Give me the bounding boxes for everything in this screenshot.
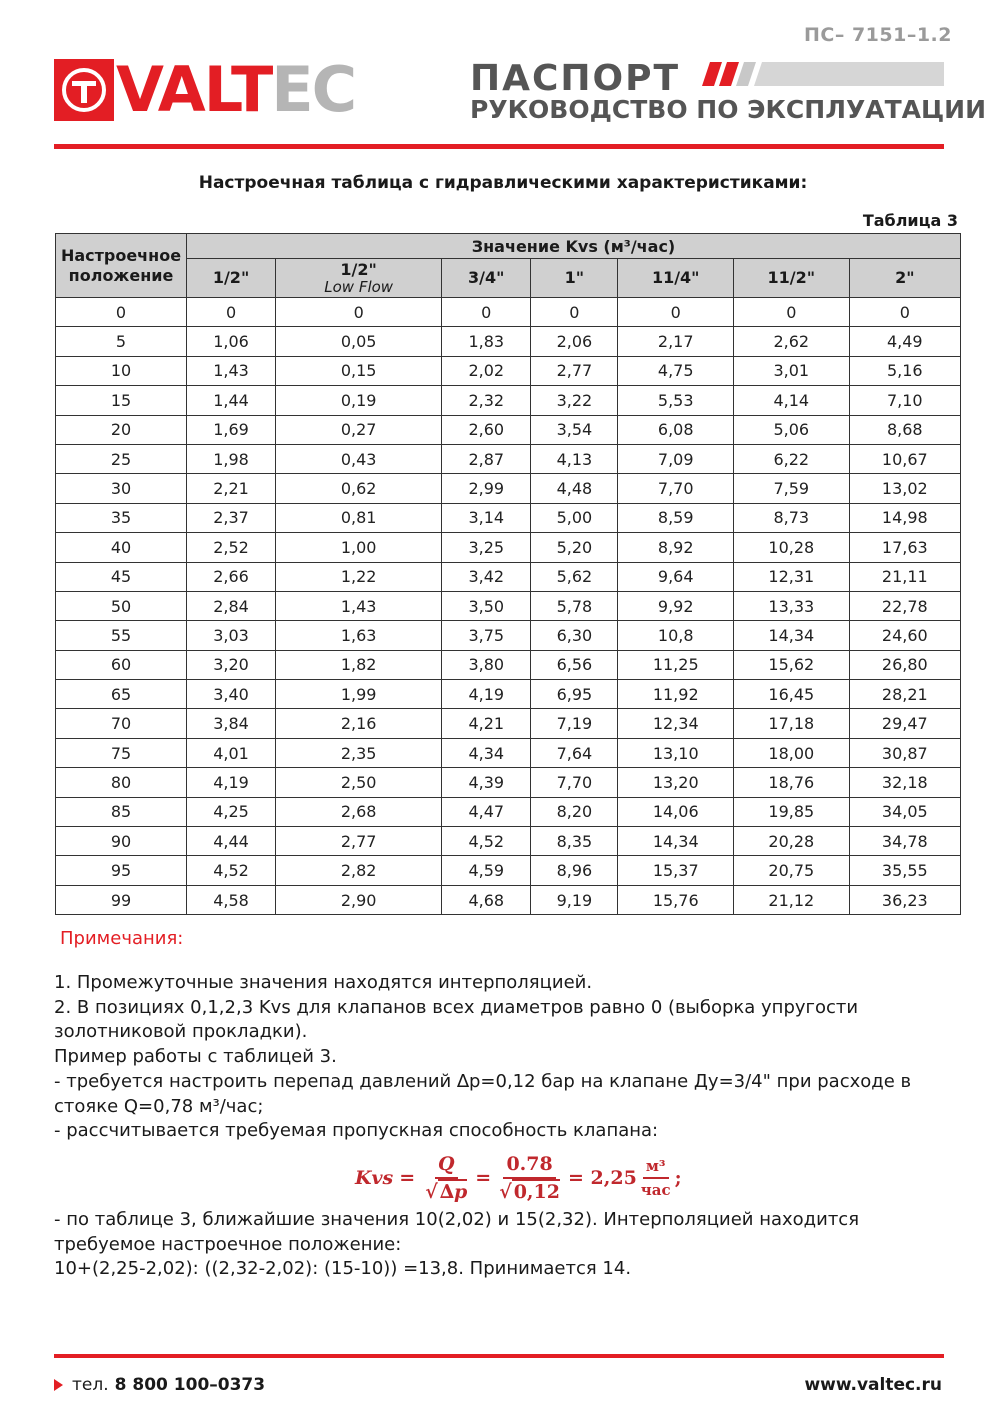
kvs-value-cell: 2,60 [442, 415, 531, 444]
kvs-value-cell: 11,92 [618, 680, 734, 709]
table-row [56, 298, 961, 327]
kvs-value-cell: 15,37 [618, 856, 734, 885]
kvs-value-cell: 4,14 [734, 386, 850, 415]
column-size: 2" [895, 268, 915, 287]
setting-position-cell: 80 [56, 768, 187, 797]
kvs-value-cell: 2,82 [276, 856, 442, 885]
document-code: ПС– 7151–1.2 [804, 24, 952, 46]
setting-position-cell: 85 [56, 797, 187, 826]
table-column-header [849, 259, 960, 298]
notes-after-block [54, 1208, 954, 1282]
setting-position-cell: 75 [56, 738, 187, 767]
kvs-value-cell: 6,30 [531, 621, 618, 650]
table-column-header [442, 259, 531, 298]
table-row [56, 503, 961, 532]
kvs-value-cell: 2,17 [618, 327, 734, 356]
kvs-value-cell: 2,87 [442, 444, 531, 473]
kvs-value-cell: 26,80 [849, 650, 960, 679]
kvs-value-cell: 2,37 [187, 503, 276, 532]
kvs-value-cell: 24,60 [849, 621, 960, 650]
formula-frac2-den: 0,12 [513, 1181, 560, 1203]
kvs-value-cell: 3,80 [442, 650, 531, 679]
footer-phone [54, 1375, 265, 1395]
table-row [56, 415, 961, 444]
kvs-value-cell: 2,16 [276, 709, 442, 738]
kvs-value-cell: 5,16 [849, 356, 960, 385]
kvs-value-cell: 29,47 [849, 709, 960, 738]
kvs-value-cell: 1,06 [187, 327, 276, 356]
kvs-value-cell: 7,64 [531, 738, 618, 767]
kvs-value-cell: 4,52 [442, 827, 531, 856]
document-title: ПАСПОРТ [470, 58, 681, 99]
kvs-value-cell: 0,15 [276, 356, 442, 385]
kvs-value-cell: 8,59 [618, 503, 734, 532]
kvs-value-cell: 8,20 [531, 797, 618, 826]
kvs-value-cell: 10,67 [849, 444, 960, 473]
kvs-value-cell: 1,43 [276, 591, 442, 620]
kvs-value-cell: 4,75 [618, 356, 734, 385]
kvs-value-cell: 1,98 [187, 444, 276, 473]
table-column-header [531, 259, 618, 298]
formula-unit-den: час [640, 1181, 671, 1199]
kvs-value-cell: 6,08 [618, 415, 734, 444]
header-stripes-icon [700, 62, 945, 88]
kvs-value-cell: 3,22 [531, 386, 618, 415]
formula-lhs: Kvs [355, 1167, 394, 1189]
kvs-value-cell: 32,18 [849, 768, 960, 797]
kvs-value-cell: 0,19 [276, 386, 442, 415]
table-row [56, 797, 961, 826]
setting-position-cell: 99 [56, 885, 187, 914]
table-row [56, 356, 961, 385]
kvs-value-cell: 7,10 [849, 386, 960, 415]
kvs-value-cell: 5,20 [531, 533, 618, 562]
kvs-value-cell: 0 [442, 298, 531, 327]
kvs-value-cell: 1,63 [276, 621, 442, 650]
kvs-value-cell: 1,69 [187, 415, 276, 444]
column-size: 11/4" [651, 268, 700, 287]
kvs-value-cell: 19,85 [734, 797, 850, 826]
kvs-value-cell: 4,39 [442, 768, 531, 797]
kvs-value-cell: 30,87 [849, 738, 960, 767]
kvs-value-cell: 4,47 [442, 797, 531, 826]
kvs-value-cell: 13,20 [618, 768, 734, 797]
setting-position-cell: 70 [56, 709, 187, 738]
kvs-value-cell: 5,00 [531, 503, 618, 532]
kvs-value-cell: 12,31 [734, 562, 850, 591]
formula-tail: ; [674, 1167, 682, 1189]
formula-eq2: = [475, 1167, 492, 1189]
kvs-value-cell: 2,62 [734, 327, 850, 356]
kvs-value-cell: 13,02 [849, 474, 960, 503]
kvs-value-cell: 7,19 [531, 709, 618, 738]
kvs-value-cell: 4,25 [187, 797, 276, 826]
kvs-value-cell: 20,75 [734, 856, 850, 885]
column-note: Low Flow [324, 278, 394, 296]
table-row [56, 444, 961, 473]
column-size: 3/4" [468, 268, 505, 287]
kvs-value-cell: 13,10 [618, 738, 734, 767]
kvs-value-cell: 2,02 [442, 356, 531, 385]
kvs-value-cell: 4,68 [442, 885, 531, 914]
kvs-value-cell: 8,73 [734, 503, 850, 532]
kvs-value-cell: 1,22 [276, 562, 442, 591]
setting-position-cell: 60 [56, 650, 187, 679]
kvs-value-cell: 1,99 [276, 680, 442, 709]
kvs-value-cell: 1,83 [442, 327, 531, 356]
kvs-value-cell: 12,34 [618, 709, 734, 738]
kvs-value-cell: 5,06 [734, 415, 850, 444]
kvs-value-cell: 18,00 [734, 738, 850, 767]
kvs-value-cell: 1,82 [276, 650, 442, 679]
kvs-value-cell: 4,21 [442, 709, 531, 738]
kvs-value-cell: 4,44 [187, 827, 276, 856]
kvs-value-cell: 15,76 [618, 885, 734, 914]
kvs-value-cell: 3,25 [442, 533, 531, 562]
kvs-value-cell: 2,21 [187, 474, 276, 503]
formula-eq: = [399, 1167, 416, 1189]
kvs-value-cell: 2,77 [276, 827, 442, 856]
kvs-value-cell: 4,19 [187, 768, 276, 797]
column-size: 1" [564, 268, 585, 287]
kvs-value-cell: 0,43 [276, 444, 442, 473]
kvs-value-cell: 10,28 [734, 533, 850, 562]
kvs-value-cell: 36,23 [849, 885, 960, 914]
setting-position-cell: 50 [56, 591, 187, 620]
kvs-value-cell: 4,13 [531, 444, 618, 473]
kvs-value-cell: 2,06 [531, 327, 618, 356]
kvs-value-cell: 0 [849, 298, 960, 327]
logo-text-red: VALT [116, 53, 272, 126]
setting-position-cell: 35 [56, 503, 187, 532]
kvs-value-cell: 9,19 [531, 885, 618, 914]
note-line: 1. Промежуточные значения находятся интерполяцией. [54, 972, 593, 993]
kvs-value-cell: 2,52 [187, 533, 276, 562]
header-divider [54, 144, 944, 149]
setting-position-cell: 25 [56, 444, 187, 473]
formula-frac1-num: Q [435, 1153, 458, 1179]
kvs-value-cell: 34,78 [849, 827, 960, 856]
setting-position-cell: 40 [56, 533, 187, 562]
kvs-value-cell: 18,76 [734, 768, 850, 797]
kvs-value-cell: 9,92 [618, 591, 734, 620]
kvs-value-cell: 0,27 [276, 415, 442, 444]
setting-position-cell: 20 [56, 415, 187, 444]
footer-divider [54, 1354, 944, 1358]
formula-result: = 2,25 [567, 1167, 637, 1189]
table-label: Таблица 3 [862, 211, 958, 230]
kvs-value-cell: 16,45 [734, 680, 850, 709]
table-row [56, 650, 961, 679]
notes-block [54, 971, 954, 1144]
kvs-value-cell: 17,18 [734, 709, 850, 738]
column-size: 11/2" [767, 268, 816, 287]
kvs-value-cell: 7,09 [618, 444, 734, 473]
kvs-value-cell: 4,59 [442, 856, 531, 885]
website-link[interactable]: www.valtec.ru [804, 1375, 942, 1395]
kvs-value-cell: 14,06 [618, 797, 734, 826]
setting-position-cell: 90 [56, 827, 187, 856]
kvs-value-cell: 10,8 [618, 621, 734, 650]
kvs-value-cell: 3,54 [531, 415, 618, 444]
kvs-value-cell: 2,50 [276, 768, 442, 797]
kvs-value-cell: 0,05 [276, 327, 442, 356]
table-row [56, 386, 961, 415]
table-row [56, 680, 961, 709]
kvs-value-cell: 2,84 [187, 591, 276, 620]
kvs-value-cell: 14,34 [618, 827, 734, 856]
table-row [56, 738, 961, 767]
kvs-value-cell: 2,32 [442, 386, 531, 415]
logo-text-grey: EC [271, 53, 356, 126]
kvs-value-cell: 4,49 [849, 327, 960, 356]
table-group-header: Значение Kvs (м³/час) [187, 234, 961, 259]
formula-frac2-num: 0.78 [503, 1153, 555, 1179]
table-row [56, 621, 961, 650]
note-line: 2. В позициях 0,1,2,3 Kvs для клапанов всех диаметров равно 0 (выборка упругости золотниковой прокладки). [54, 996, 859, 1043]
kvs-value-cell: 14,34 [734, 621, 850, 650]
kvs-value-cell: 20,28 [734, 827, 850, 856]
kvs-value-cell: 0 [531, 298, 618, 327]
valtec-logo [54, 53, 356, 126]
note-line: - рассчитывается требуемая пропускная способность клапана: [54, 1120, 659, 1142]
table-row [56, 768, 961, 797]
kvs-value-cell: 0,62 [276, 474, 442, 503]
setting-position-cell: 65 [56, 680, 187, 709]
table-column-header [734, 259, 850, 298]
kvs-formula: Kvs = $\frac{Q}{√ \Delta p}$ = $\frac{0.78}{√ 0,12}$ = 2,25 $\frac{\text{м³}}{\text{час}}$ ; [355, 1153, 682, 1203]
column-size: 1/2" [212, 268, 250, 287]
arrow-right-icon [54, 1379, 63, 1391]
table-row [56, 856, 961, 885]
kvs-value-cell: 17,63 [849, 533, 960, 562]
kvs-value-cell: 0 [187, 298, 276, 327]
kvs-value-cell: 2,90 [276, 885, 442, 914]
phone-prefix: тел. [72, 1375, 109, 1395]
table-row [56, 885, 961, 914]
note-line: - по таблице 3, ближайшие значения 10(2,02) и 15(2,32). Интерполяцией находится требуемое настроечное положение: [54, 1209, 860, 1255]
kvs-value-cell: 6,95 [531, 680, 618, 709]
kvs-value-cell: 0 [734, 298, 850, 327]
setting-position-cell: 15 [56, 386, 187, 415]
kvs-value-cell: 1,44 [187, 386, 276, 415]
table-row [56, 327, 961, 356]
kvs-value-cell: 28,21 [849, 680, 960, 709]
kvs-value-cell: 6,56 [531, 650, 618, 679]
kvs-value-cell: 2,77 [531, 356, 618, 385]
kvs-value-cell: 6,22 [734, 444, 850, 473]
kvs-value-cell: 8,96 [531, 856, 618, 885]
kvs-value-cell: 0,81 [276, 503, 442, 532]
kvs-value-cell: 1,00 [276, 533, 442, 562]
kvs-value-cell: 35,55 [849, 856, 960, 885]
kvs-value-cell: 7,70 [531, 768, 618, 797]
kvs-value-cell: 3,03 [187, 621, 276, 650]
table-row [56, 827, 961, 856]
kvs-value-cell: 2,66 [187, 562, 276, 591]
kvs-value-cell: 22,78 [849, 591, 960, 620]
kvs-value-cell: 14,98 [849, 503, 960, 532]
kvs-value-cell: 5,62 [531, 562, 618, 591]
kvs-value-cell: 3,50 [442, 591, 531, 620]
kvs-value-cell: 1,43 [187, 356, 276, 385]
setting-position-cell: 10 [56, 356, 187, 385]
kvs-value-cell: 4,52 [187, 856, 276, 885]
kvs-value-cell: 4,34 [442, 738, 531, 767]
kvs-value-cell: 8,68 [849, 415, 960, 444]
formula-frac1-den: ∆p [439, 1181, 468, 1203]
table-row [56, 562, 961, 591]
kvs-value-cell: 21,12 [734, 885, 850, 914]
kvs-value-cell: 2,99 [442, 474, 531, 503]
kvs-table [55, 233, 961, 915]
kvs-value-cell: 8,35 [531, 827, 618, 856]
setting-position-cell: 95 [56, 856, 187, 885]
kvs-value-cell: 2,68 [276, 797, 442, 826]
kvs-value-cell: 4,01 [187, 738, 276, 767]
note-line: Пример работы с таблицей 3. [54, 1046, 337, 1068]
table-column-header [618, 259, 734, 298]
notes-title: Примечания: [60, 928, 184, 949]
kvs-value-cell: 21,11 [849, 562, 960, 591]
phone-number: 8 800 100–0373 [114, 1375, 266, 1395]
setting-position-cell: 45 [56, 562, 187, 591]
note-line: 10+(2,25-2,02): ((2,32-2,02): (15-10)) =13,8. Принимается 14. [54, 1258, 632, 1280]
kvs-value-cell: 5,53 [618, 386, 734, 415]
kvs-value-cell: 3,20 [187, 650, 276, 679]
kvs-value-cell: 11,25 [618, 650, 734, 679]
table-row [56, 533, 961, 562]
table-column-header [276, 259, 442, 298]
table-row [56, 591, 961, 620]
kvs-value-cell: 15,62 [734, 650, 850, 679]
kvs-value-cell: 2,35 [276, 738, 442, 767]
valtec-emblem-icon [54, 59, 114, 121]
setting-position-cell: 5 [56, 327, 187, 356]
note-line: - требуется настроить перепад давлений ∆р=0,12 бар на клапане Ду=3/4" при расходе в стояке Q=0,78 м³/час; [54, 1070, 912, 1117]
kvs-value-cell: 34,05 [849, 797, 960, 826]
kvs-value-cell: 3,84 [187, 709, 276, 738]
kvs-value-cell: 7,70 [618, 474, 734, 503]
setting-position-cell: 55 [56, 621, 187, 650]
kvs-value-cell: 0 [618, 298, 734, 327]
kvs-value-cell: 4,58 [187, 885, 276, 914]
setting-position-cell: 0 [56, 298, 187, 327]
kvs-value-cell: 7,59 [734, 474, 850, 503]
kvs-value-cell: 3,75 [442, 621, 531, 650]
kvs-value-cell: 3,01 [734, 356, 850, 385]
column-size: 1/2" [340, 260, 377, 279]
kvs-value-cell: 3,14 [442, 503, 531, 532]
kvs-value-cell: 5,78 [531, 591, 618, 620]
table-column-header [187, 259, 276, 298]
kvs-value-cell: 4,48 [531, 474, 618, 503]
table-corner-header: Настроечное положение [56, 234, 187, 298]
kvs-value-cell: 8,92 [618, 533, 734, 562]
kvs-value-cell: 0 [276, 298, 442, 327]
formula-unit-num: м³ [643, 1157, 669, 1179]
section-title: Настроечная таблица с гидравлическими характеристиками: [198, 173, 808, 193]
kvs-value-cell: 9,64 [618, 562, 734, 591]
kvs-value-cell: 4,19 [442, 680, 531, 709]
setting-position-cell: 30 [56, 474, 187, 503]
table-row [56, 709, 961, 738]
kvs-value-cell: 13,33 [734, 591, 850, 620]
kvs-value-cell: 3,42 [442, 562, 531, 591]
document-subtitle: РУКОВОДСТВО ПО ЭКСПЛУАТАЦИИ [470, 95, 987, 124]
table-row [56, 474, 961, 503]
kvs-value-cell: 3,40 [187, 680, 276, 709]
